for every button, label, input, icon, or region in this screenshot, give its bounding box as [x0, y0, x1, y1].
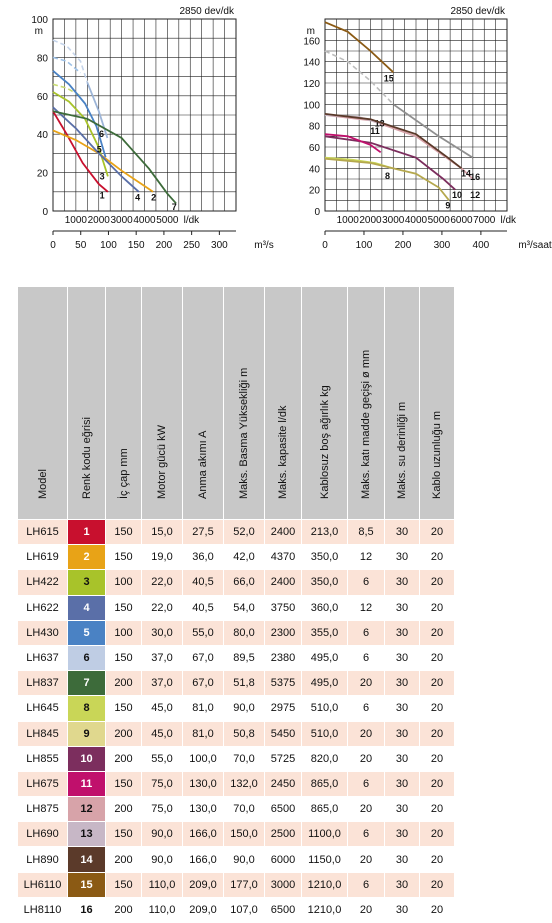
- value-cell: 200: [106, 897, 142, 922]
- model-cell: LH837: [18, 671, 68, 696]
- curve-label-13: 13: [374, 118, 385, 129]
- value-cell: 70,0: [224, 797, 265, 822]
- column-header: [302, 287, 348, 520]
- value-cell: 110,0: [142, 872, 183, 897]
- value-cell: 166,0: [183, 822, 224, 847]
- y-tick-label: 0: [42, 207, 48, 218]
- value-cell: 20: [420, 771, 455, 796]
- color-code-cell: 9: [68, 721, 106, 746]
- color-code-cell: 8: [68, 696, 106, 721]
- value-cell: 90,0: [142, 822, 183, 847]
- x-tick-label-lpm: 3000: [382, 215, 405, 226]
- value-cell: 80,0: [224, 620, 265, 645]
- pump-curve-charts: [0, 0, 552, 268]
- value-cell: 150: [106, 520, 142, 545]
- table-row: [18, 520, 455, 545]
- value-cell: 150: [106, 595, 142, 620]
- column-header: [348, 287, 385, 520]
- value-cell: 2380: [265, 645, 302, 670]
- value-cell: 22,0: [142, 570, 183, 595]
- value-cell: 150: [106, 771, 142, 796]
- curve-label-2: 2: [151, 192, 157, 203]
- x-tick-label-m3: 250: [183, 240, 200, 251]
- value-cell: 20: [420, 520, 455, 545]
- value-cell: 360,0: [302, 595, 348, 620]
- value-cell: 20: [420, 746, 455, 771]
- value-cell: 150: [106, 872, 142, 897]
- x-tick-label-m3: 200: [155, 240, 173, 251]
- value-cell: 30: [385, 671, 420, 696]
- value-cell: 30: [385, 696, 420, 721]
- y-tick-label: 120: [303, 79, 320, 90]
- value-cell: 70,0: [224, 746, 265, 771]
- value-cell: 6500: [265, 797, 302, 822]
- value-cell: 150: [106, 645, 142, 670]
- column-header-label: Anma akımı A: [197, 430, 209, 499]
- model-cell: LH645: [18, 696, 68, 721]
- value-cell: 495,0: [302, 645, 348, 670]
- y-tick-label: 100: [31, 15, 48, 26]
- y-tick-label: 160: [303, 36, 320, 48]
- value-cell: 81,0: [183, 696, 224, 721]
- value-cell: 3000: [265, 872, 302, 897]
- value-cell: 2450: [265, 771, 302, 796]
- value-cell: 6: [348, 696, 385, 721]
- value-cell: 200: [106, 847, 142, 872]
- value-cell: 55,0: [183, 620, 224, 645]
- value-cell: 19,0: [142, 545, 183, 570]
- x-tick-label-m3: 100: [355, 240, 373, 251]
- table-row: [18, 645, 455, 670]
- model-cell: LH422: [18, 570, 68, 595]
- curve-label-11: 11: [370, 126, 380, 136]
- value-cell: 2500: [265, 822, 302, 847]
- y-axis-unit: m: [34, 26, 43, 37]
- value-cell: 20: [420, 595, 455, 620]
- value-cell: 20: [348, 671, 385, 696]
- y-tick-label: 60: [36, 91, 48, 103]
- value-cell: 495,0: [302, 671, 348, 696]
- value-cell: 40,5: [183, 570, 224, 595]
- value-cell: 6: [348, 872, 385, 897]
- value-cell: 30,0: [142, 620, 183, 645]
- model-cell: LH875: [18, 797, 68, 822]
- y-tick-label: 20: [36, 168, 48, 180]
- value-cell: 20: [420, 847, 455, 872]
- model-cell: LH637: [18, 645, 68, 670]
- column-header: [18, 287, 68, 520]
- value-cell: 355,0: [302, 620, 348, 645]
- column-header-label: Maks. su derinliği m: [396, 401, 408, 499]
- value-cell: 30: [385, 645, 420, 670]
- value-cell: 20: [348, 847, 385, 872]
- value-cell: 5375: [265, 671, 302, 696]
- table-row: [18, 822, 455, 847]
- column-header: [183, 287, 224, 520]
- color-code-cell: 1: [68, 520, 106, 545]
- value-cell: 50,8: [224, 721, 265, 746]
- value-cell: 37,0: [142, 671, 183, 696]
- value-cell: 2975: [265, 696, 302, 721]
- value-cell: 200: [106, 671, 142, 696]
- model-cell: LH890: [18, 847, 68, 872]
- column-header: [420, 287, 455, 520]
- x-axis-unit-m3: m³/saat: [518, 240, 552, 251]
- curve-label-16: 16: [470, 171, 481, 182]
- value-cell: 20: [420, 822, 455, 847]
- value-cell: 2400: [265, 520, 302, 545]
- model-cell: LH8110: [18, 897, 68, 922]
- x-tick-label-lpm: 4000: [404, 215, 428, 226]
- column-header-label: Renk kodu eğrisi: [80, 417, 93, 499]
- model-cell: LH622: [18, 595, 68, 620]
- value-cell: 132,0: [224, 771, 265, 796]
- curve-10: [325, 136, 455, 189]
- value-cell: 12: [348, 595, 385, 620]
- value-cell: 100,0: [183, 746, 224, 771]
- color-code-cell: 11: [68, 771, 106, 796]
- value-cell: 20: [348, 746, 385, 771]
- value-cell: 200: [106, 797, 142, 822]
- value-cell: 100: [106, 570, 142, 595]
- column-header-label: Maks. kapasite l/dk: [277, 405, 289, 499]
- value-cell: 37,0: [142, 645, 183, 670]
- curve-label-1: 1: [99, 190, 105, 201]
- x-tick-label-m3: 400: [472, 240, 490, 251]
- table-row: [18, 595, 455, 620]
- value-cell: 150: [106, 545, 142, 570]
- table-row: [18, 545, 455, 570]
- value-cell: 22,0: [142, 595, 183, 620]
- value-cell: 30: [385, 822, 420, 847]
- x-tick-label-lpm: 6000: [450, 215, 473, 226]
- pump-spec-table: [17, 286, 455, 923]
- value-cell: 6500: [265, 897, 302, 922]
- value-cell: 865,0: [302, 771, 348, 796]
- value-cell: 90,0: [142, 847, 183, 872]
- table-row: [18, 897, 455, 922]
- table-row: [18, 721, 455, 746]
- rpm-label: 2850 dev/dk: [450, 6, 505, 17]
- x-tick-label-m3: 150: [127, 240, 145, 251]
- column-header: [224, 287, 265, 520]
- y-tick-label: 60: [308, 143, 320, 154]
- color-code-cell: 14: [68, 847, 106, 872]
- table-row: [18, 696, 455, 721]
- table-row: [18, 797, 455, 822]
- value-cell: 350,0: [302, 545, 348, 570]
- y-tick-label: 0: [314, 207, 320, 218]
- table-row: [18, 771, 455, 796]
- color-code-cell: 4: [68, 595, 106, 620]
- value-cell: 6: [348, 570, 385, 595]
- value-cell: 510,0: [302, 721, 348, 746]
- curve-label-12: 12: [470, 190, 481, 200]
- table-header-row: [18, 287, 455, 520]
- y-axis-unit: m: [306, 26, 315, 37]
- color-code-cell: 2: [68, 545, 106, 570]
- model-cell: LH845: [18, 721, 68, 746]
- x-axis-unit-lpm: l/dk: [183, 215, 200, 226]
- value-cell: 5725: [265, 746, 302, 771]
- value-cell: 110,0: [142, 897, 183, 922]
- value-cell: 12: [348, 545, 385, 570]
- column-header-label: Maks. Basma Yüksekliği m: [238, 367, 250, 499]
- x-axis-unit-lpm: l/dk: [500, 215, 517, 226]
- model-cell: LH675: [18, 771, 68, 796]
- value-cell: 30: [385, 721, 420, 746]
- value-cell: 20: [420, 721, 455, 746]
- value-cell: 6: [348, 771, 385, 796]
- value-cell: 20: [420, 671, 455, 696]
- value-cell: 6: [348, 645, 385, 670]
- curve-label-9: 9: [445, 200, 451, 211]
- value-cell: 177,0: [224, 872, 265, 897]
- value-cell: 209,0: [183, 872, 224, 897]
- value-cell: 36,0: [183, 545, 224, 570]
- value-cell: 30: [385, 520, 420, 545]
- value-cell: 1210,0: [302, 872, 348, 897]
- y-tick-label: 40: [308, 164, 320, 176]
- value-cell: 15,0: [142, 520, 183, 545]
- value-cell: 200: [106, 746, 142, 771]
- value-cell: 20: [348, 721, 385, 746]
- value-cell: 20: [348, 897, 385, 922]
- value-cell: 107,0: [224, 897, 265, 922]
- value-cell: 4370: [265, 545, 302, 570]
- value-cell: 213,0: [302, 520, 348, 545]
- x-tick-label-m3: 300: [433, 240, 451, 251]
- value-cell: 45,0: [142, 721, 183, 746]
- value-cell: 20: [420, 797, 455, 822]
- y-tick-label: 140: [303, 57, 320, 69]
- value-cell: 820,0: [302, 746, 348, 771]
- color-code-cell: 7: [68, 671, 106, 696]
- value-cell: 20: [420, 897, 455, 922]
- value-cell: 30: [385, 897, 420, 922]
- value-cell: 6: [348, 620, 385, 645]
- column-header: [142, 287, 183, 520]
- value-cell: 30: [385, 595, 420, 620]
- column-header: [385, 287, 420, 520]
- y-tick-label: 40: [36, 130, 48, 142]
- value-cell: 1100,0: [302, 822, 348, 847]
- x-axis-unit-m3: m³/s: [254, 240, 274, 251]
- color-code-cell: 3: [68, 570, 106, 595]
- x-tick-label-m3: 50: [75, 240, 87, 251]
- value-cell: 52,0: [224, 520, 265, 545]
- x-tick-label-m3: 100: [100, 240, 117, 251]
- value-cell: 20: [348, 797, 385, 822]
- table-row: [18, 620, 455, 645]
- value-cell: 42,0: [224, 545, 265, 570]
- value-cell: 45,0: [142, 696, 183, 721]
- value-cell: 8,5: [348, 520, 385, 545]
- value-cell: 150: [106, 822, 142, 847]
- value-cell: 30: [385, 847, 420, 872]
- value-cell: 90,0: [224, 696, 265, 721]
- value-cell: 166,0: [183, 847, 224, 872]
- model-cell: LH619: [18, 545, 68, 570]
- value-cell: 209,0: [183, 897, 224, 922]
- y-tick-label: 80: [36, 53, 48, 65]
- value-cell: 20: [420, 545, 455, 570]
- rpm-label: 2850 dev/dk: [179, 6, 234, 17]
- x-tick-label-lpm: 2000: [359, 215, 382, 226]
- value-cell: 6000: [265, 847, 302, 872]
- curve-dashed-5: [53, 57, 81, 72]
- value-cell: 55,0: [142, 746, 183, 771]
- curve-label-4: 4: [135, 192, 141, 203]
- x-tick-label-m3: 200: [394, 240, 412, 251]
- value-cell: 6: [348, 822, 385, 847]
- model-cell: LH855: [18, 746, 68, 771]
- color-code-cell: 6: [68, 645, 106, 670]
- table-row: [18, 872, 455, 897]
- value-cell: 20: [420, 570, 455, 595]
- x-tick-label-m3: 0: [50, 240, 56, 251]
- column-header-label: Kablosuz boş ağırlık kg: [318, 385, 331, 499]
- model-cell: LH690: [18, 822, 68, 847]
- x-tick-label-lpm: 7000: [473, 215, 496, 226]
- column-header: [265, 287, 302, 520]
- curve-label-6: 6: [98, 129, 105, 140]
- value-cell: 30: [385, 872, 420, 897]
- value-cell: 2300: [265, 620, 302, 645]
- table-row: [18, 746, 455, 771]
- color-code-cell: 10: [68, 746, 106, 771]
- value-cell: 90,0: [224, 847, 265, 872]
- column-header-label: Model: [36, 469, 49, 499]
- value-cell: 865,0: [302, 797, 348, 822]
- color-code-cell: 15: [68, 872, 106, 897]
- x-tick-label-lpm: 3000: [110, 215, 133, 226]
- x-tick-label-lpm: 2000: [87, 215, 110, 226]
- table-row: [18, 847, 455, 872]
- value-cell: 3750: [265, 595, 302, 620]
- value-cell: 51,8: [224, 671, 265, 696]
- y-tick-label: 20: [308, 185, 320, 197]
- value-cell: 30: [385, 570, 420, 595]
- value-cell: 89,5: [224, 645, 265, 670]
- value-cell: 30: [385, 620, 420, 645]
- value-cell: 200: [106, 721, 142, 746]
- value-cell: 2400: [265, 570, 302, 595]
- color-code-cell: 16: [68, 897, 106, 922]
- value-cell: 30: [385, 746, 420, 771]
- value-cell: 510,0: [302, 696, 348, 721]
- value-cell: 350,0: [302, 570, 348, 595]
- column-header-label: Motor gücü kW: [156, 425, 168, 499]
- model-cell: LH615: [18, 520, 68, 545]
- column-header-label: Maks. katı madde geçişi ø mm: [360, 349, 372, 499]
- column-header: [68, 287, 106, 520]
- value-cell: 100: [106, 620, 142, 645]
- value-cell: 30: [385, 771, 420, 796]
- value-cell: 5450: [265, 721, 302, 746]
- x-tick-label-lpm: 4000: [133, 215, 156, 226]
- color-code-cell: 12: [68, 797, 106, 822]
- curve-label-14: 14: [461, 168, 472, 179]
- x-tick-label-lpm: 5000: [156, 215, 179, 226]
- column-header-label: Kablo uzunluğu m: [431, 410, 443, 499]
- value-cell: 75,0: [142, 797, 183, 822]
- value-cell: 150,0: [224, 822, 265, 847]
- color-code-cell: 13: [68, 822, 106, 847]
- curve-label-15: 15: [383, 73, 394, 84]
- value-cell: 67,0: [183, 671, 224, 696]
- x-tick-label-lpm: 1000: [336, 215, 359, 226]
- model-cell: LH6110: [18, 872, 68, 897]
- value-cell: 20: [420, 696, 455, 721]
- value-cell: 40,5: [183, 595, 224, 620]
- column-header-label: İç çap mm: [117, 448, 130, 499]
- value-cell: 30: [385, 545, 420, 570]
- value-cell: 67,0: [183, 645, 224, 670]
- curve-label-5: 5: [96, 144, 102, 155]
- value-cell: 27,5: [183, 520, 224, 545]
- value-cell: 20: [420, 620, 455, 645]
- value-cell: 54,0: [224, 595, 265, 620]
- curve-label-7: 7: [171, 202, 177, 213]
- model-cell: LH430: [18, 620, 68, 645]
- column-header: [106, 287, 142, 520]
- x-tick-label-lpm: 5000: [427, 215, 450, 226]
- value-cell: 1210,0: [302, 897, 348, 922]
- value-cell: 150: [106, 696, 142, 721]
- table-row: [18, 671, 455, 696]
- value-cell: 66,0: [224, 570, 265, 595]
- table-row: [18, 570, 455, 595]
- x-tick-label-m3: 0: [322, 240, 328, 251]
- x-tick-label-lpm: 1000: [64, 215, 87, 226]
- value-cell: 81,0: [183, 721, 224, 746]
- y-tick-label: 100: [303, 100, 320, 112]
- curve-label-8: 8: [385, 170, 391, 181]
- x-tick-label-m3: 300: [211, 240, 228, 251]
- color-code-cell: 5: [68, 620, 106, 645]
- value-cell: 130,0: [183, 797, 224, 822]
- value-cell: 1150,0: [302, 847, 348, 872]
- value-cell: 75,0: [142, 771, 183, 796]
- value-cell: 20: [420, 872, 455, 897]
- y-tick-label: 80: [308, 121, 320, 133]
- value-cell: 130,0: [183, 771, 224, 796]
- curve-label-3: 3: [99, 171, 105, 182]
- value-cell: 20: [420, 645, 455, 670]
- curve-label-10: 10: [451, 190, 462, 200]
- value-cell: 30: [385, 797, 420, 822]
